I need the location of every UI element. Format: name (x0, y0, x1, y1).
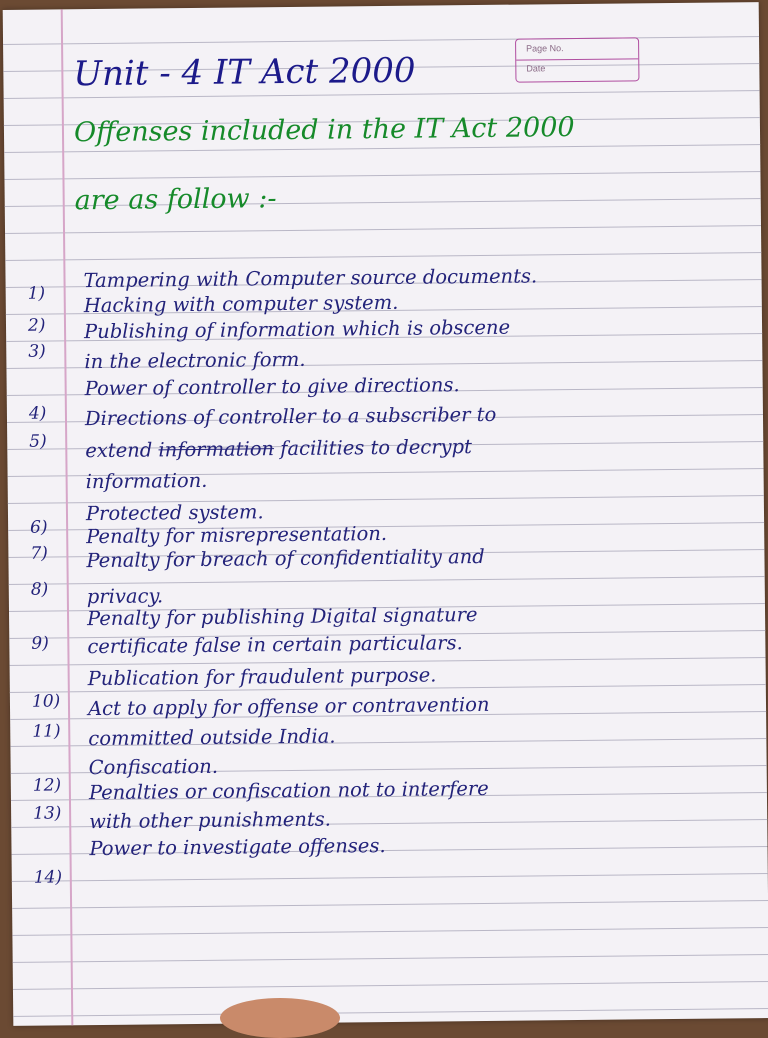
list-item: Act to apply for offense or contravention (87, 692, 490, 721)
list-number: 12) (32, 775, 62, 796)
list-item: Publication for fraudulent purpose. (87, 663, 437, 691)
list-item: Penalty for breach of confidentiality and (86, 544, 485, 573)
list-item: with other punishments. (89, 807, 332, 834)
list-number: 6) (30, 517, 48, 538)
list-item: in the electronic form. (84, 347, 306, 374)
list-number: 13) (33, 803, 62, 824)
list-number: 4) (28, 403, 47, 424)
list-number: 7) (30, 543, 48, 564)
subtitle-line-2: are as follow :- (74, 183, 277, 217)
list-item: certificate false in certain particulars. (87, 631, 463, 659)
list-item-text: extend (85, 438, 153, 463)
list-item: Tampering with Computer source documents. (83, 264, 538, 293)
page-no-label: Page No. (526, 43, 564, 54)
list-number: 1) (27, 283, 46, 304)
page-title: Unit - 4 IT Act 2000 (73, 50, 416, 95)
list-number: 14) (33, 867, 63, 888)
list-number: 11) (32, 721, 61, 742)
list-item: Directions of controller to a subscriber to (84, 402, 497, 431)
page-number-box (515, 37, 639, 82)
notebook-page (3, 2, 768, 1026)
list-item: Confiscation. (88, 754, 219, 780)
list-item: Power to investigate offenses. (89, 834, 386, 861)
list-number: 3) (28, 341, 46, 362)
list-number: 2) (27, 315, 46, 336)
list-number: 5) (29, 431, 47, 452)
margin-line (61, 9, 74, 1025)
list-item (85, 437, 472, 461)
list-item: Penalties or confiscation not to interfere (88, 776, 489, 805)
subtitle-line-1: Offenses included in the IT Act 2000 (73, 112, 575, 149)
list-item: Power of controller to give directions. (84, 373, 460, 401)
list-item: privacy. (86, 584, 164, 609)
list-number: 10) (31, 691, 61, 712)
list-number: 8) (30, 579, 49, 600)
struck-word: information (158, 437, 275, 462)
date-label: Date (526, 63, 546, 74)
list-item: Hacking with computer system. (83, 290, 399, 318)
list-number: 9) (31, 633, 49, 654)
list-item: Publishing of information which is obscene (83, 315, 511, 344)
list-item-text: facilities to decrypt (273, 435, 473, 461)
thumb (220, 998, 340, 1038)
list-item: Protected system. (85, 500, 264, 526)
list-item: Penalty for publishing Digital signature (86, 603, 478, 631)
list-item: committed outside India. (88, 724, 336, 751)
list-item: information. (85, 468, 208, 494)
list-item: Penalty for misrepresentation. (86, 521, 388, 549)
